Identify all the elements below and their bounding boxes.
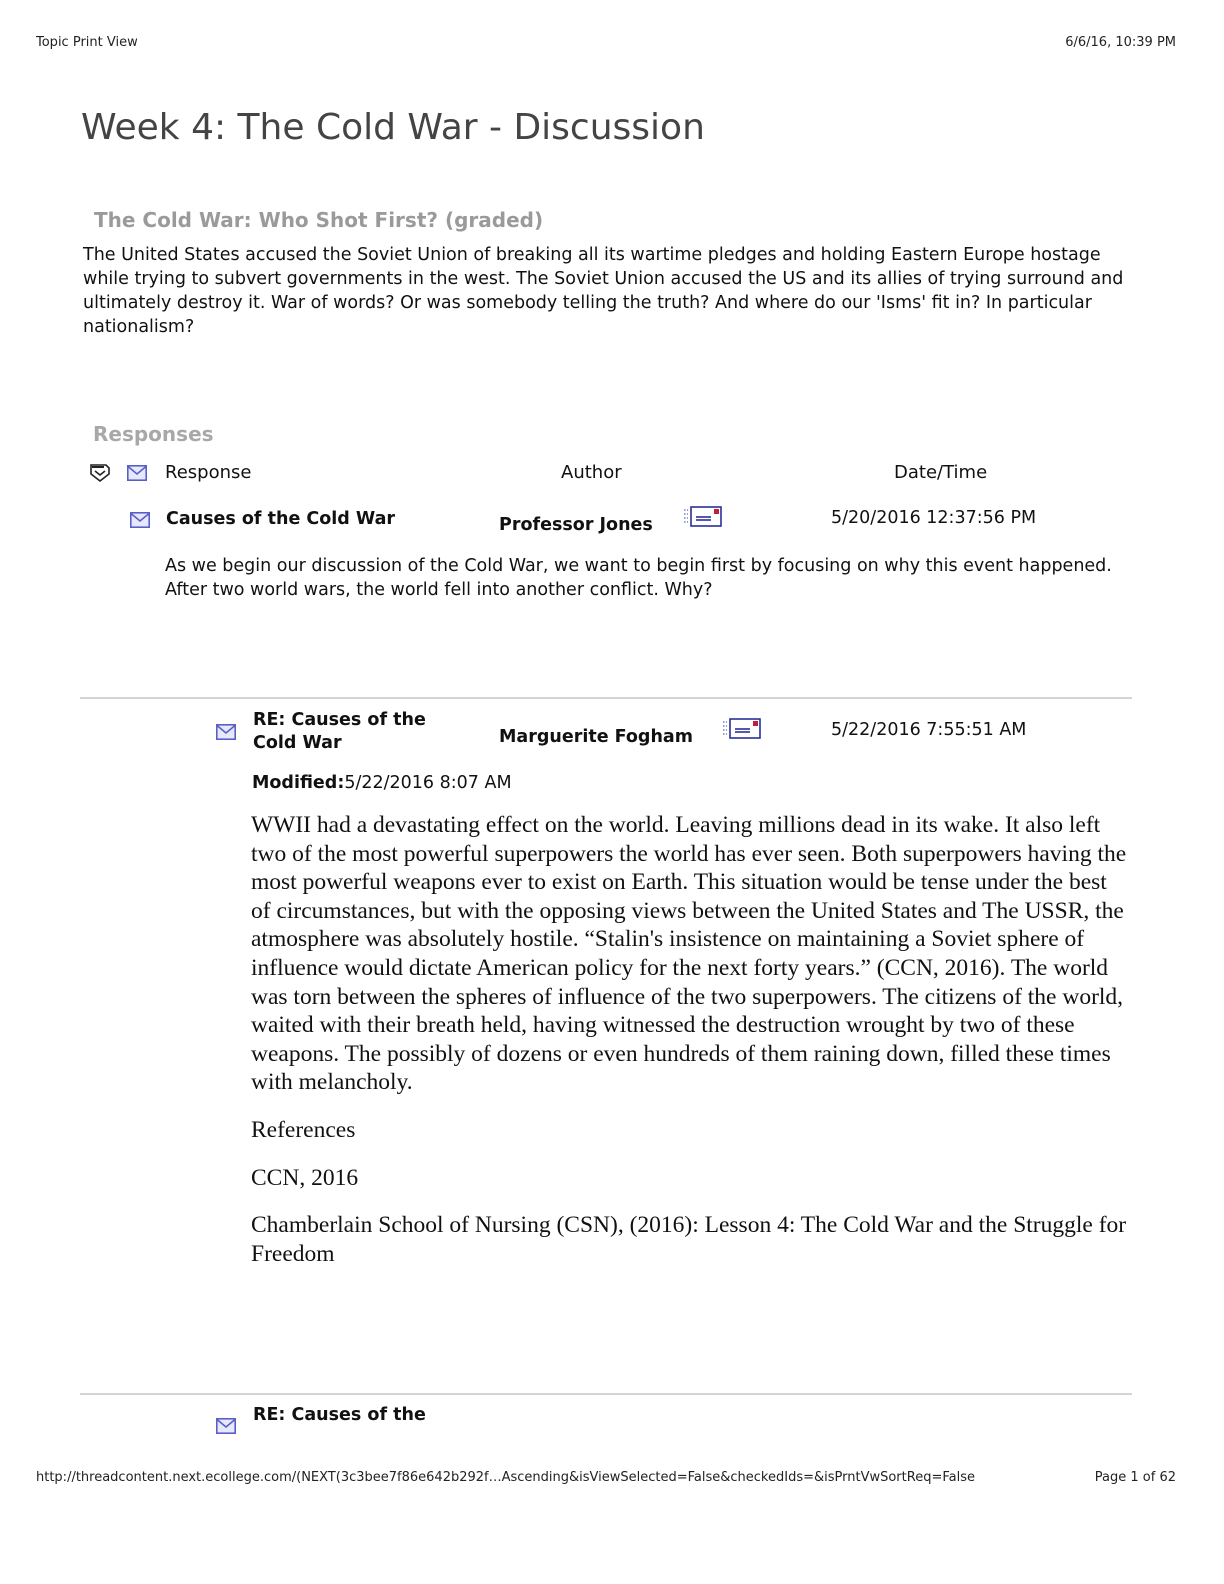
modified-value: 5/22/2016 8:07 AM — [344, 773, 512, 793]
post-separator — [80, 697, 1132, 699]
post-author: Marguerite Fogham — [499, 727, 693, 747]
post-body: As we begin our discussion of the Cold War, we want to begin first by focusing on why this event happened. After two world wars, the world fell into another conflict. Why? — [165, 556, 1112, 600]
envelope-icon[interactable] — [216, 1418, 236, 1438]
post-author: Professor Jones — [499, 515, 653, 535]
reference-item: Chamberlain School of Nursing (CSN), (2016): Lesson 4: The Cold War and the Struggle for Freedom — [251, 1212, 1127, 1267]
post-body-text: WWII had a devastating effect on the world. Leaving millions dead in its wake. It also left two of the most powerful superpowers the world has ever seen. Both superpowers having the most powerful weapons ever to exist on Earth. This situation would be tense under the best of circumstances, but with the opposing views between the United States and The USSR, the atmosphere was absolutely hostile. “Stalin's insistence on maintaining a Soviet sphere of influence would dictate American policy for the next forty years.” (CCN, 2016). The world was torn between the spheres of influence of the two superpowers. The citizens of the world, waited with their breath held, having witnessed the destruction wrought by two of these weapons. The possibly of dozens or even hundreds of them raining down, filled these times with melancholy. — [251, 812, 1127, 1096]
print-footer-page: Page 1 of 62 — [1094, 1470, 1176, 1485]
column-header-response[interactable]: Response — [165, 462, 252, 483]
references-heading: References — [251, 1116, 356, 1143]
column-header-datetime[interactable]: Date/Time — [894, 462, 988, 483]
print-header-title: Topic Print View — [36, 35, 138, 50]
modified-line — [252, 771, 512, 795]
envelope-icon[interactable] — [127, 465, 147, 485]
topic-title: The Cold War: Who Shot First? (graded) — [94, 208, 544, 232]
post-separator — [80, 1393, 1132, 1395]
print-footer-url: http://threadcontent.next.ecollege.com/(NEXT(3c3bee7f86e642b292f…Ascending&isViewSelected=False&checkedIds=&isPrntVwSortReq=False — [36, 1470, 975, 1485]
modified-label: Modified: — [252, 773, 345, 793]
post-datetime: 5/20/2016 12:37:56 PM — [831, 508, 1037, 528]
send-email-icon[interactable] — [722, 717, 762, 745]
post-body — [251, 811, 1129, 1268]
envelope-icon[interactable] — [130, 512, 150, 532]
post-title[interactable]: Causes of the Cold War — [166, 509, 396, 529]
topic-description: The United States accused the Soviet Union of breaking all its wartime pledges and holding Eastern Europe hostage while trying to subvert governments in the west. The Soviet Union accused the US and its allies of trying surround and ultimately destroy it. War of words? Or was somebody telling the truth? And where do our 'Isms' fit in? In particular nationalism? — [83, 245, 1124, 337]
page-title: Week 4: The Cold War - Discussion — [81, 107, 705, 148]
send-email-icon[interactable] — [683, 505, 723, 533]
reference-item: CCN, 2016 — [251, 1164, 359, 1191]
post-datetime: 5/22/2016 7:55:51 AM — [831, 720, 1027, 740]
column-header-author[interactable]: Author — [561, 462, 622, 483]
responses-heading: Responses — [93, 422, 214, 446]
post-title[interactable]: RE: Causes of the — [253, 1405, 426, 1425]
expand-collapse-icon[interactable] — [89, 462, 111, 488]
envelope-icon[interactable] — [216, 724, 236, 744]
print-header-datetime: 6/6/16, 10:39 PM — [1065, 35, 1176, 50]
post-title[interactable]: RE: Causes of the Cold War — [253, 710, 426, 753]
